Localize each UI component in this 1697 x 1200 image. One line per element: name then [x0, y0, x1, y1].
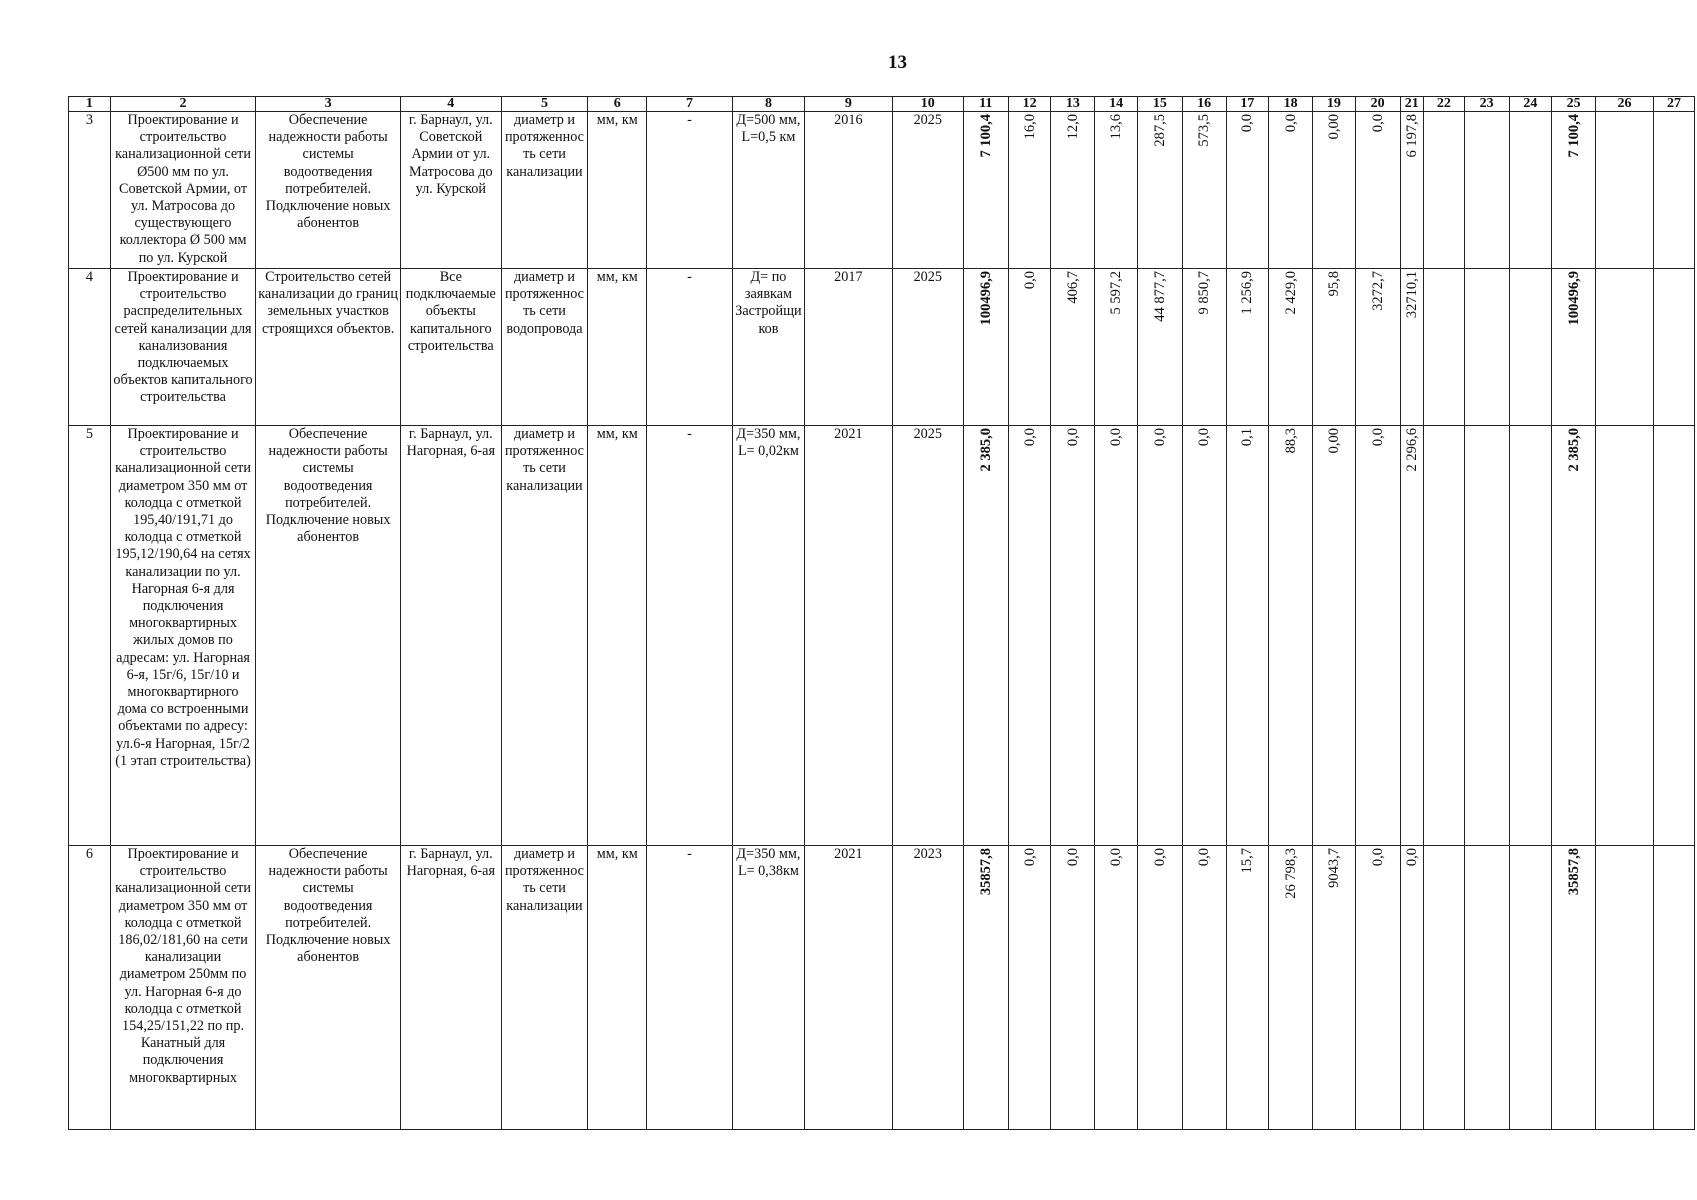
cell-value-col15	[1137, 269, 1182, 426]
cell-value-col12	[1008, 112, 1051, 269]
cell-name: Проектирование и строительство канализационной сети Ø500 мм по ул. Советской Армии, от ул. Матросова до существующего коллектора Ø 500 мм по ул. Курской	[110, 112, 256, 269]
cell-value-col13	[1051, 112, 1095, 269]
cell-start: 2017	[805, 269, 893, 426]
column-number: 3	[256, 97, 401, 112]
value-text: 44 877,7	[1151, 271, 1168, 322]
cell-value-col16	[1182, 426, 1226, 846]
cell-value-col12	[1008, 269, 1051, 426]
value-text: 26 798,3	[1282, 848, 1299, 899]
cell-value-col23	[1464, 112, 1509, 269]
cell-value-col24	[1509, 112, 1552, 269]
cell-end: 2025	[892, 112, 963, 269]
cell-value-col12	[1008, 846, 1051, 1130]
value-text: 573,5	[1196, 114, 1213, 147]
value-text: 7 100,4	[1565, 114, 1582, 158]
column-number: 5	[501, 97, 588, 112]
cell-value-col14	[1095, 269, 1138, 426]
cell-value-col21	[1400, 112, 1423, 269]
value-text: 0,0	[1369, 848, 1386, 867]
cell-params: Д=350 мм, L= 0,02км	[732, 426, 804, 846]
cell-value-col22	[1423, 269, 1464, 426]
value-text: 0,0	[1282, 114, 1299, 133]
cell-value-col27	[1654, 112, 1695, 269]
cell-value-col23	[1464, 269, 1509, 426]
cell-value-col19	[1313, 269, 1356, 426]
value-text: 0,0	[1151, 848, 1168, 867]
value-text: 406,7	[1064, 271, 1081, 304]
cell-end: 2025	[892, 269, 963, 426]
cell-value-col17	[1226, 112, 1269, 269]
value-text: 9 850,7	[1196, 271, 1213, 315]
cell-value-col22	[1423, 846, 1464, 1130]
value-text: 0,0	[1108, 848, 1125, 867]
column-number-row	[69, 97, 1695, 112]
cell-value-col19	[1313, 846, 1356, 1130]
cell-value-col15	[1137, 846, 1182, 1130]
value-text: 35857,8	[1565, 848, 1582, 896]
value-text: 0,00	[1325, 428, 1342, 454]
cell-value-col26	[1596, 269, 1654, 426]
value-text: 35857,8	[977, 848, 994, 896]
cell-indicator: диаметр и протяженность сети канализации	[501, 426, 588, 846]
cell-value-col17	[1226, 426, 1269, 846]
value-text: 0,00	[1325, 114, 1342, 140]
cell-params: Д=500 мм, L=0,5 км	[732, 112, 804, 269]
value-text: 0,0	[1064, 848, 1081, 867]
column-number: 15	[1137, 97, 1182, 112]
value-text: 100496,9	[977, 271, 994, 326]
column-number: 14	[1095, 97, 1138, 112]
cell-start: 2021	[805, 426, 893, 846]
cell-indicator: диаметр и протяженность сети водопровода	[501, 269, 588, 426]
cell-value-col25	[1552, 426, 1596, 846]
value-text: 2 385,0	[1565, 428, 1582, 472]
cell-value-col24	[1509, 269, 1552, 426]
cell-value-col21	[1400, 269, 1423, 426]
cell-value-col27	[1654, 426, 1695, 846]
value-text: 100496,9	[1565, 271, 1582, 326]
cell-end: 2023	[892, 846, 963, 1130]
column-number: 10	[892, 97, 963, 112]
value-text: 15,7	[1239, 848, 1256, 874]
column-number: 8	[732, 97, 804, 112]
cell-n: 5	[69, 426, 111, 846]
cell-value-col27	[1654, 846, 1695, 1130]
cell-c7: -	[647, 426, 733, 846]
cell-indicator: диаметр и протяженность сети канализации	[501, 846, 588, 1130]
cell-name: Проектирование и строительство распределительных сетей канализации для канализования подключаемых объектов капитального строительства	[110, 269, 256, 426]
cell-value-col25	[1552, 846, 1596, 1130]
value-text: 287,5	[1151, 114, 1168, 147]
value-text: 0,0	[1369, 114, 1386, 133]
cell-location: г. Барнаул, ул. Советской Армии от ул. Матросова до ул. Курской	[400, 112, 501, 269]
value-text: 16,0	[1021, 114, 1038, 140]
value-text: 2 296,6	[1403, 428, 1420, 472]
table-row	[69, 426, 1695, 846]
cell-value-col23	[1464, 846, 1509, 1130]
cell-value-col25	[1552, 269, 1596, 426]
cell-c7: -	[647, 112, 733, 269]
cell-name: Проектирование и строительство канализационной сети диаметром 350 мм от колодца с отметкой 186,02/181,60 на сети канализации диаметром 250мм по ул. Нагорная 6-я до колодца с отметкой 154,25/151,22 по пр. Канатный для подключения многоквартирных	[110, 846, 256, 1130]
cell-value-col23	[1464, 426, 1509, 846]
value-text: 0,0	[1064, 428, 1081, 447]
cell-goal: Строительство сетей канализации до границ земельных участков строящихся объектов.	[256, 269, 401, 426]
page-number: 13	[888, 52, 907, 73]
investment-table	[68, 96, 1695, 1130]
column-number: 9	[805, 97, 893, 112]
cell-value-col21	[1400, 846, 1423, 1130]
cell-value-col13	[1051, 846, 1095, 1130]
value-text: 13,6	[1108, 114, 1125, 140]
cell-unit: мм, км	[588, 426, 647, 846]
value-text: 0,0	[1196, 428, 1213, 447]
value-text: 95,8	[1325, 271, 1342, 297]
cell-value-col12	[1008, 426, 1051, 846]
cell-n: 3	[69, 112, 111, 269]
value-text: 0,0	[1021, 848, 1038, 867]
cell-value-col16	[1182, 846, 1226, 1130]
cell-n: 6	[69, 846, 111, 1130]
cell-value-col11	[963, 269, 1008, 426]
column-number: 20	[1355, 97, 1400, 112]
value-text: 7 100,4	[977, 114, 994, 158]
cell-value-col20	[1355, 426, 1400, 846]
value-text: 1 256,9	[1239, 271, 1256, 315]
cell-start: 2016	[805, 112, 893, 269]
value-text: 88,3	[1282, 428, 1299, 454]
cell-value-col16	[1182, 112, 1226, 269]
cell-goal: Обеспечение надежности работы системы водоотведения потребителей. Подключение новых абонентов	[256, 426, 401, 846]
value-text: 0,0	[1151, 428, 1168, 447]
column-number: 1	[69, 97, 111, 112]
cell-goal: Обеспечение надежности работы системы водоотведения потребителей. Подключение новых абонентов	[256, 112, 401, 269]
cell-value-col18	[1269, 846, 1313, 1130]
cell-value-col22	[1423, 426, 1464, 846]
value-text: 3272,7	[1369, 271, 1386, 311]
cell-value-col18	[1269, 269, 1313, 426]
cell-value-col24	[1509, 426, 1552, 846]
cell-value-col26	[1596, 846, 1654, 1130]
value-text: 0,0	[1021, 428, 1038, 447]
column-number: 24	[1509, 97, 1552, 112]
column-number: 13	[1051, 97, 1095, 112]
column-number: 23	[1464, 97, 1509, 112]
cell-params: Д= по заявкам Застройщиков	[732, 269, 804, 426]
cell-value-col25	[1552, 112, 1596, 269]
cell-value-col26	[1596, 426, 1654, 846]
cell-params: Д=350 мм, L= 0,38км	[732, 846, 804, 1130]
cell-value-col19	[1313, 426, 1356, 846]
column-number: 12	[1008, 97, 1051, 112]
value-text: 0,1	[1239, 428, 1256, 447]
column-number: 22	[1423, 97, 1464, 112]
cell-value-col24	[1509, 846, 1552, 1130]
cell-end: 2025	[892, 426, 963, 846]
column-number: 11	[963, 97, 1008, 112]
value-text: 32710,1	[1403, 271, 1420, 319]
cell-location: г. Барнаул, ул. Нагорная, 6-ая	[400, 846, 501, 1130]
cell-value-col14	[1095, 426, 1138, 846]
value-text: 2 429,0	[1282, 271, 1299, 315]
cell-indicator: диаметр и протяженность сети канализации	[501, 112, 588, 269]
column-number: 6	[588, 97, 647, 112]
value-text: 0,0	[1369, 428, 1386, 447]
cell-c7: -	[647, 269, 733, 426]
cell-start: 2021	[805, 846, 893, 1130]
cell-n: 4	[69, 269, 111, 426]
cell-value-col21	[1400, 426, 1423, 846]
column-number: 17	[1226, 97, 1269, 112]
cell-value-col14	[1095, 112, 1138, 269]
cell-value-col13	[1051, 269, 1095, 426]
value-text: 0,0	[1021, 271, 1038, 290]
cell-value-col20	[1355, 269, 1400, 426]
cell-location: Все подключаемые объекты капитального строительства	[400, 269, 501, 426]
cell-value-col20	[1355, 846, 1400, 1130]
cell-value-col20	[1355, 112, 1400, 269]
column-number: 26	[1596, 97, 1654, 112]
value-text: 0,0	[1196, 848, 1213, 867]
cell-value-col11	[963, 112, 1008, 269]
column-number: 2	[110, 97, 256, 112]
table-row	[69, 846, 1695, 1130]
cell-value-col17	[1226, 269, 1269, 426]
cell-goal: Обеспечение надежности работы системы водоотведения потребителей. Подключение новых абонентов	[256, 846, 401, 1130]
cell-value-col19	[1313, 112, 1356, 269]
column-number: 4	[400, 97, 501, 112]
value-text: 6 197,8	[1403, 114, 1420, 158]
value-text: 2 385,0	[977, 428, 994, 472]
cell-location: г. Барнаул, ул. Нагорная, 6-ая	[400, 426, 501, 846]
cell-unit: мм, км	[588, 846, 647, 1130]
column-number: 7	[647, 97, 733, 112]
cell-value-col15	[1137, 426, 1182, 846]
column-number: 27	[1654, 97, 1695, 112]
cell-value-col13	[1051, 426, 1095, 846]
column-number: 25	[1552, 97, 1596, 112]
cell-value-col11	[963, 846, 1008, 1130]
table-row	[69, 112, 1695, 269]
column-number: 18	[1269, 97, 1313, 112]
value-text: 12,0	[1064, 114, 1081, 140]
cell-value-col27	[1654, 269, 1695, 426]
value-text: 9043,7	[1325, 848, 1342, 888]
cell-value-col14	[1095, 846, 1138, 1130]
cell-c7: -	[647, 846, 733, 1130]
table-row	[69, 269, 1695, 426]
cell-value-col22	[1423, 112, 1464, 269]
value-text: 0,0	[1239, 114, 1256, 133]
cell-unit: мм, км	[588, 112, 647, 269]
value-text: 0,0	[1403, 848, 1420, 867]
cell-value-col16	[1182, 269, 1226, 426]
cell-value-col11	[963, 426, 1008, 846]
cell-value-col17	[1226, 846, 1269, 1130]
value-text: 0,0	[1108, 428, 1125, 447]
column-number: 19	[1313, 97, 1356, 112]
value-text: 5 597,2	[1108, 271, 1125, 315]
cell-value-col15	[1137, 112, 1182, 269]
column-number: 21	[1400, 97, 1423, 112]
cell-value-col18	[1269, 426, 1313, 846]
cell-unit: мм, км	[588, 269, 647, 426]
column-number: 16	[1182, 97, 1226, 112]
cell-value-col18	[1269, 112, 1313, 269]
cell-value-col26	[1596, 112, 1654, 269]
cell-name: Проектирование и строительство канализационной сети диаметром 350 мм от колодца с отметкой 195,40/191,71 до колодца с отметкой 195,12/190,64 на сетях канализации по ул. Нагорная 6-я для подключения многоквартирных жилых домов по адресам: ул. Нагорная 6-я, 15г/6, 15г/10 и многоквартирного дома со встроенными объектами по адресу: ул.6-я Нагорная, 15г/2 (1 этап строительства)	[110, 426, 256, 846]
